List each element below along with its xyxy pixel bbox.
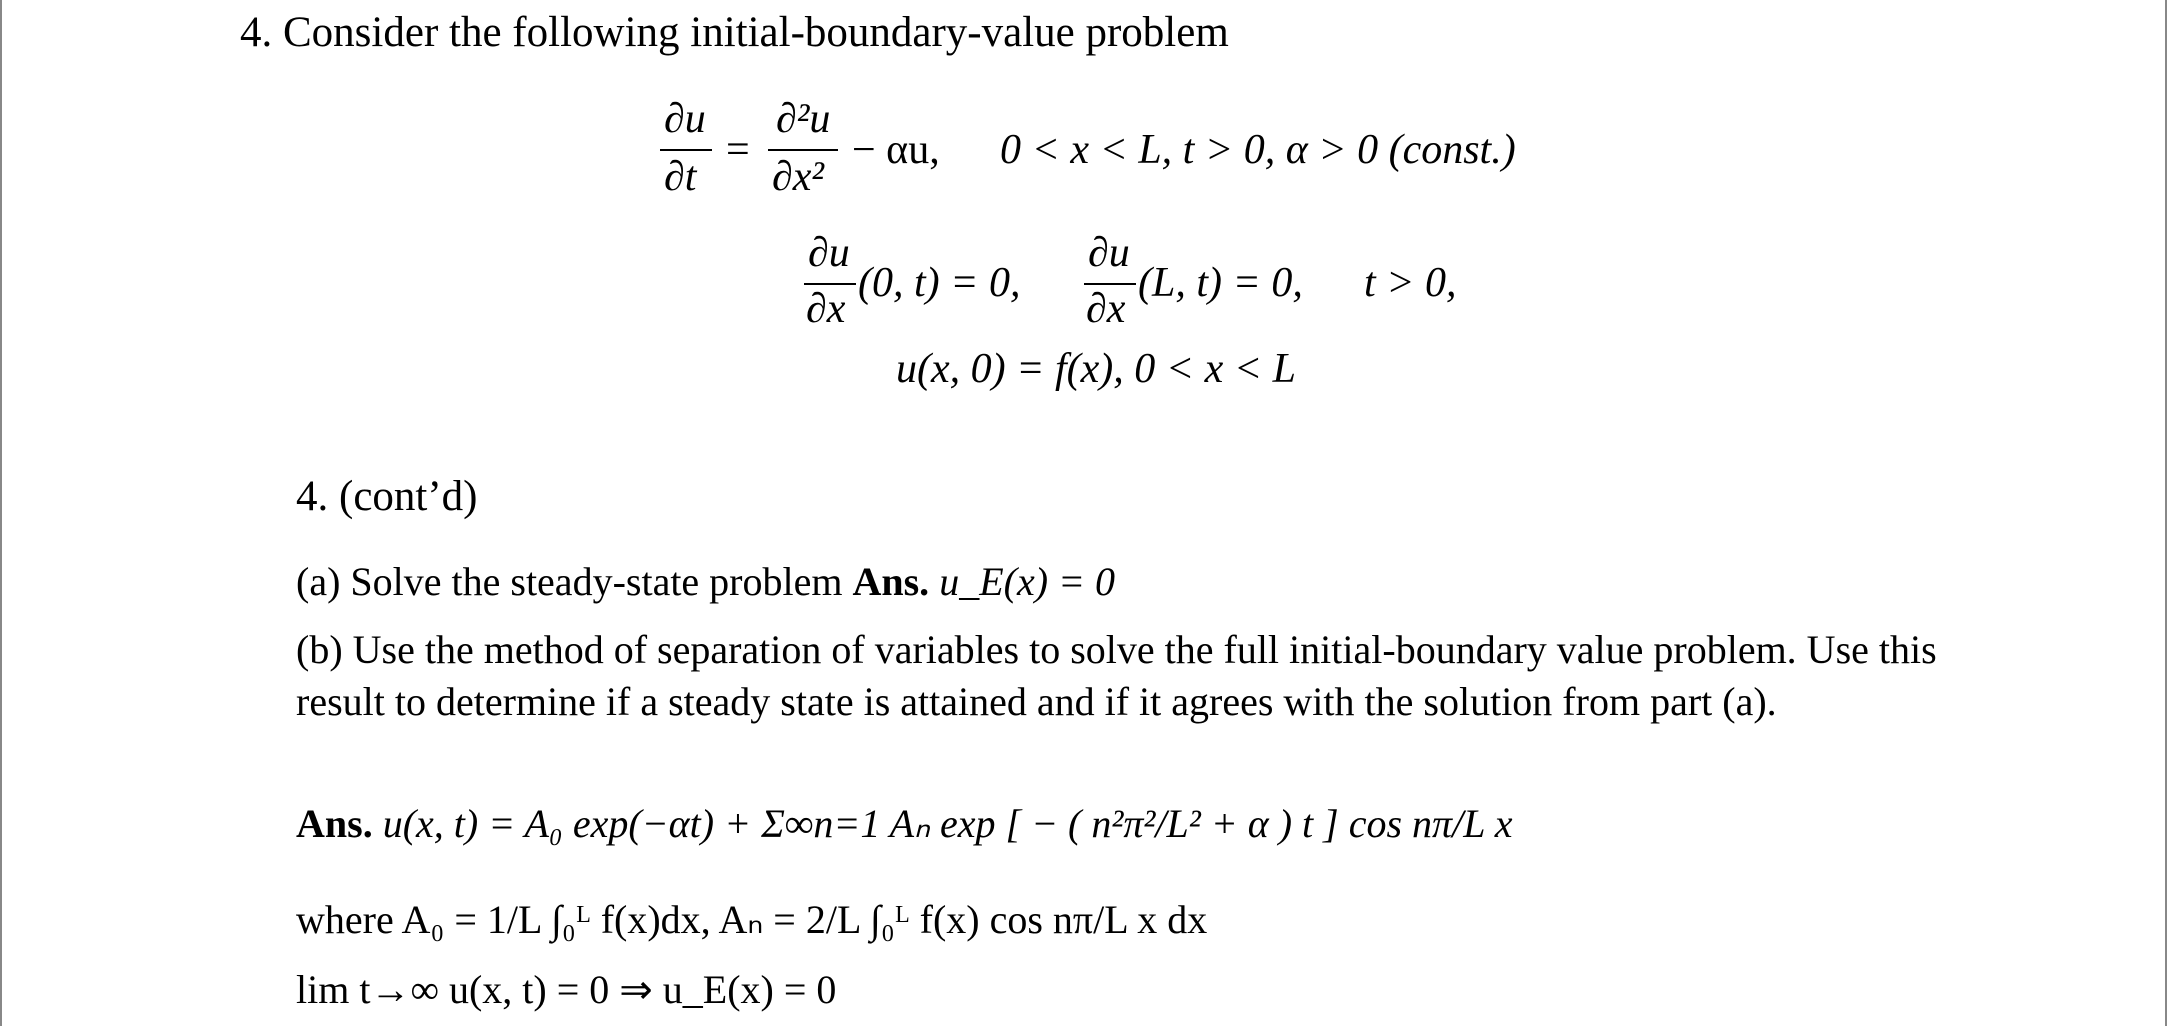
pde-rhs-tail: − αu, [852,127,940,173]
pde-equals: = [726,127,750,173]
bc-right-denominator: ∂x [1086,286,1126,332]
pde-lhs-denominator: ∂t [664,154,697,200]
bc-left-tail: (0, t) = 0, [858,260,1021,306]
answer-line [296,800,1513,847]
contd-label: 4. (cont’d) [296,473,478,520]
bc-right-numerator: ∂u [1088,230,1130,276]
pde-domain: 0 < x < L, t > 0, α > 0 (const.) [1000,127,1516,173]
bc-right-tail: (L, t) = 0, [1138,260,1303,306]
part-a-ans: u_E(x) = 0 [929,559,1116,604]
bc-left-denominator: ∂x [806,286,846,332]
answer-coefficients: where A₀ = 1/L ∫₀ᴸ f(x)dx, Aₙ = 2/L ∫₀ᴸ f(x) cos nπ/L x dx [296,897,1208,942]
pde-lhs-numerator: ∂u [664,96,706,142]
part-a-ans-label: Ans. [852,559,930,604]
part-a [296,556,2006,608]
bc-time: t > 0, [1364,260,1457,306]
pde-rhs-numerator: ∂²u [776,96,831,142]
answer-limit: lim t→∞ u(x, t) = 0 ⇒ u_E(x) = 0 [296,967,837,1012]
problem-heading: 4. Consider the following initial-boundary-value problem [240,9,1229,56]
pde-rhs-denominator: ∂x² [772,154,824,200]
initial-condition: u(x, 0) = f(x), 0 < x < L [896,346,1296,392]
bc-left-numerator: ∂u [808,230,850,276]
part-b: (b) Use the method of separation of variables to solve the full initial-boundary value problem. Use this result to determine if a steady state is attained and if it agrees with the solution from part (a). [296,627,1937,724]
answer-label: Ans. [296,801,373,846]
answer-formula: u(x, t) = A₀ exp(−αt) + Σ∞n=1 Aₙ exp [ − ( n²π²/L² + α ) t ] cos nπ/L x [382,801,1513,846]
part-a-text: (a) Solve the steady-state problem [296,559,853,604]
